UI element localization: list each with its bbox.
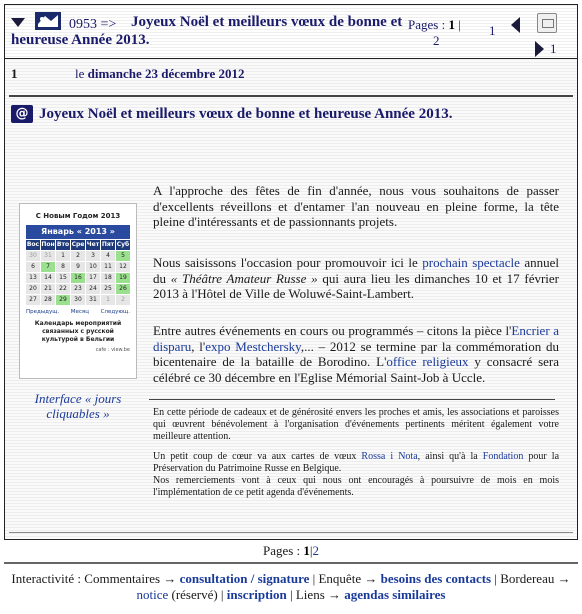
small-paragraph-3: Nos remerciements vont à ceux qui nous ont encouragés à poursuivre de mois en mois l'implémentation de ce petit agenda d'événements. (153, 475, 559, 498)
calendar-day[interactable]: 27 (26, 295, 40, 305)
footer-interactivity: Interactivité : Commentaires → (11, 571, 177, 586)
calendar-prev[interactable]: Предыдущ. (26, 309, 60, 315)
calendar-day[interactable]: 7 (41, 262, 55, 272)
calendar-day[interactable]: 11 (101, 262, 115, 272)
article-title: Joyeux Noël et meilleurs vœux de bonne et heureuse Année 2013. (39, 106, 453, 122)
calendar-day[interactable]: 8 (56, 262, 70, 272)
date-text (75, 66, 244, 82)
calendar-day[interactable]: 15 (56, 273, 70, 283)
paragraph-1: A l'approche des fêtes de fin d'année, nous vous souhaitons de passer d'excellents réveillons et d'entamer l'an nouveau en pleine forme, la tête pleine d'intéressants et de passionnants projets. (153, 183, 559, 229)
fondation-link[interactable]: Fondation (482, 451, 524, 462)
article-header (5, 5, 577, 59)
calendar-day[interactable]: 17 (86, 273, 100, 283)
calendar-weekday: Сре (71, 241, 85, 248)
article-title-row (11, 105, 571, 125)
pages-bottom-next[interactable]: 2 (312, 543, 320, 558)
calendar-day[interactable]: 1 (56, 251, 70, 261)
calendar-weekday: Пон (41, 241, 55, 248)
document-icon[interactable] (537, 13, 557, 33)
calendar-caption: Календарь мероприятий связанных с русской культурой в Бельгии (34, 320, 122, 343)
calendar-day[interactable]: 22 (56, 284, 70, 294)
page-count-a: 1 (489, 23, 496, 38)
date-row (5, 63, 577, 85)
pages-bottom (0, 543, 582, 559)
calendar-day[interactable]: 2 (71, 251, 85, 261)
article-frame (4, 4, 578, 540)
p3-text-c: ,... – 2012 se termine par la commémoration du bicentenaire de la bataille de Borodino. L' (153, 338, 559, 369)
calendar-day[interactable]: 18 (101, 273, 115, 283)
expo-link[interactable]: expo Mestchersky (205, 338, 301, 354)
calendar-month-link[interactable]: Месяц (70, 309, 89, 315)
next-arrow-icon[interactable] (535, 41, 544, 57)
page-sep: | (458, 17, 461, 32)
calendar-day[interactable]: 12 (116, 262, 130, 272)
calendar-weekday: Вос (26, 241, 40, 248)
inscription-link[interactable]: inscription (226, 587, 287, 602)
pages-label: Pages : (408, 17, 446, 32)
pages-bottom-sep: | (309, 543, 313, 558)
spectacle-link[interactable]: prochain spectacle (422, 255, 520, 270)
calendar-next[interactable]: Следующ. (100, 309, 130, 315)
divider-small (149, 399, 555, 400)
footer-enquete: | Enquête → (312, 571, 378, 586)
calendar-day[interactable]: 23 (71, 284, 85, 294)
calendar-day[interactable]: 30 (71, 295, 85, 305)
calendar-greeting: С Новым Годом 2013 (35, 212, 121, 220)
calendar-day[interactable]: 9 (71, 262, 85, 272)
calendar-day[interactable]: 16 (71, 273, 85, 283)
page-next-link[interactable]: 2 (433, 33, 440, 48)
at-icon: @ (11, 105, 33, 123)
p2-text-c: qui aura lieu les dimanches 10 et 17 février 2013 à l'Hôtel de Ville de Woluwé-Saint-Lambert. (153, 270, 560, 301)
s2-text-b: , ainsi qu'à la (417, 451, 483, 462)
calendar-weekday: Вто (56, 241, 70, 248)
notice-link[interactable]: notice (136, 587, 169, 602)
divider-end (9, 532, 573, 533)
footer-liens: | Liens → (290, 587, 341, 602)
calendar-day[interactable]: 1 (101, 295, 115, 305)
interface-link[interactable]: Interface « jours cliquables » (34, 391, 122, 421)
calendar-nav (26, 309, 130, 315)
calendar-image[interactable] (19, 203, 137, 379)
calendar-day[interactable]: 28 (41, 295, 55, 305)
date-value: dimanche 23 décembre 2012 (87, 66, 245, 81)
calendar-year: 2013 (84, 227, 107, 236)
footer-reserve: (réservé) | (171, 587, 224, 602)
footer-bordereau: | Bordereau → (494, 571, 571, 586)
p3-text-a: Entre autres événements en cours ou programmés – citons la pièce l' (153, 323, 512, 338)
calendar-day[interactable]: 2 (116, 295, 130, 305)
page-count-b: 1 (550, 41, 557, 56)
calendar-source: cafe : view.be (95, 347, 130, 353)
calendar-day[interactable]: 30 (26, 251, 40, 261)
calendar-day[interactable]: 5 (116, 251, 130, 261)
calendar-weekday: Чет (86, 241, 100, 248)
calendar-day[interactable]: 3 (86, 251, 100, 261)
paragraph-3 (153, 323, 559, 385)
date-index: 1 (11, 66, 18, 81)
paragraph-2 (153, 255, 559, 302)
calendar-day[interactable]: 24 (86, 284, 100, 294)
small-paragraph-1: En cette période de cadeaux et de générosité envers les proches et amis, les associations et paroisses qui œuvrent bénévolement à l'organisation d'événements pertinents méritent également votre meilleure attention. (153, 407, 559, 442)
calendar-day[interactable]: 20 (26, 284, 40, 294)
p3-text-b: , l' (191, 338, 206, 354)
calendar-day[interactable]: 4 (101, 251, 115, 261)
calendar-day[interactable]: 29 (56, 295, 70, 305)
consultation-link[interactable]: consultation / signature (179, 571, 310, 586)
office-link[interactable]: office religieux (386, 354, 469, 369)
calendar-weekday: Суб (116, 241, 130, 248)
calendar-day[interactable]: 14 (41, 273, 55, 283)
p2-text-a: Nous saisissons l'occasion pour promouvoir ici le (153, 255, 423, 270)
previous-arrow-icon[interactable] (511, 17, 520, 33)
article-ref: 0953 => (69, 17, 117, 32)
p3-text-d: y consacré sera célébré ce 30 décembre en l'Eglise Mémorial Saint-Job à Uccle. (153, 354, 559, 385)
rossa-link[interactable]: Rossa i Nota (361, 451, 418, 462)
encrier-link[interactable]: Encrier a disparu (153, 323, 559, 354)
calendar-day[interactable]: 21 (41, 284, 55, 294)
pages-bottom-current: 1 (303, 543, 310, 558)
calendar-day[interactable]: 10 (86, 262, 100, 272)
calendar-grid (26, 240, 130, 305)
page-current: 1 (448, 17, 455, 32)
calendar-month: Январь « 2013 » (26, 225, 130, 239)
pages-top (408, 17, 461, 33)
footer-divider (4, 562, 578, 564)
date-prefix: le (75, 66, 85, 81)
s2-text-c: pour la Préservation du Patrimoine Russe en Belgique. (153, 451, 560, 474)
calendar-day[interactable]: 13 (26, 273, 40, 283)
small-paragraph-2 (153, 451, 559, 475)
footer (4, 571, 578, 603)
divider (9, 95, 573, 97)
calendar-day[interactable]: 6 (26, 262, 40, 272)
calendar-day[interactable]: 31 (41, 251, 55, 261)
calendar-day[interactable]: 31 (86, 295, 100, 305)
article-headline[interactable]: Joyeux Noël et meilleurs vœux de bonne et heureuse Année 2013. (11, 14, 403, 48)
s2-text-a: Un petit coup de cœur va aux cartes de vœux (153, 451, 362, 462)
agendas-link[interactable]: agendas similaires (344, 587, 446, 602)
contacts-link[interactable]: besoins des contacts (380, 571, 492, 586)
pages-bottom-label: Pages : (262, 543, 301, 558)
calendar-day[interactable]: 26 (116, 284, 130, 294)
calendar-month-name: Январь (41, 227, 74, 236)
p2-text-b: annuel du (153, 255, 559, 286)
calendar-day[interactable]: 19 (116, 273, 130, 283)
calendar-day[interactable]: 25 (101, 284, 115, 294)
calendar-weekday: Пят (101, 241, 115, 248)
p2-theatre: « Théâtre Amateur Russe » (170, 270, 318, 286)
